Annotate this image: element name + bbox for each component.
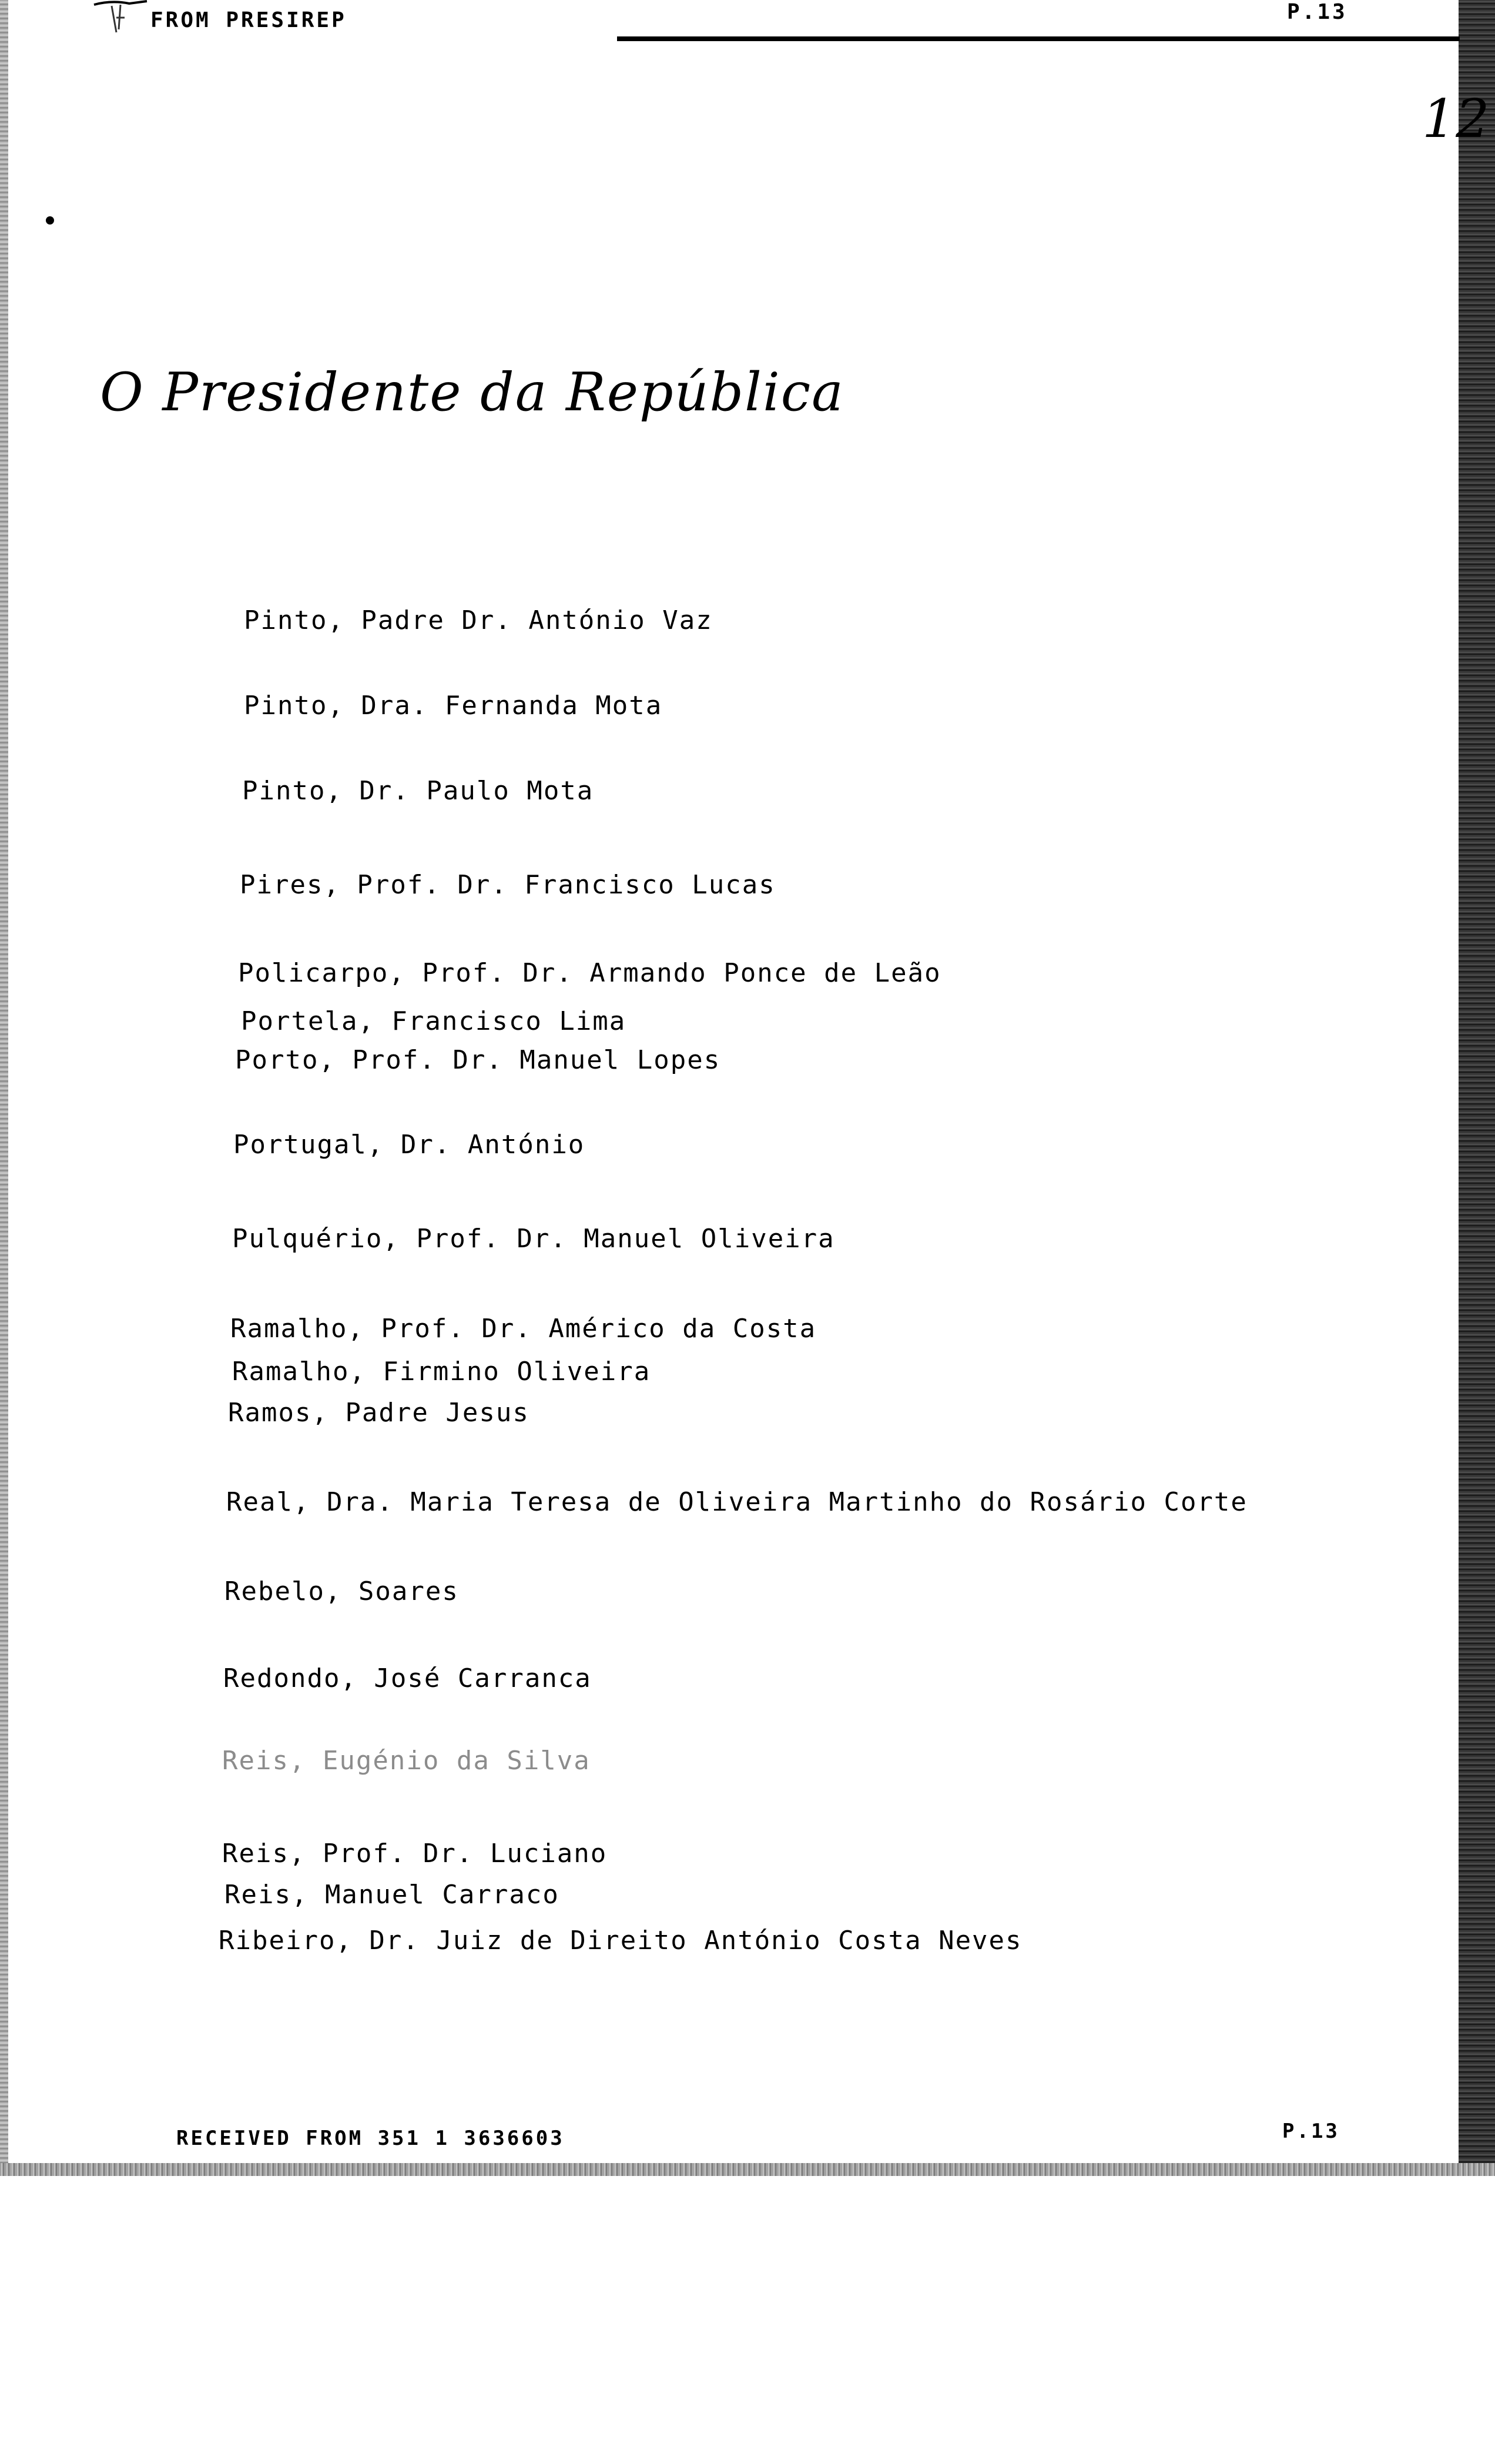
name-entry: Pinto, Dr. Paulo Mota bbox=[242, 776, 594, 806]
name-entry: Reis, Manuel Carraco bbox=[224, 1880, 559, 1910]
fax-header-page: P.13 bbox=[1287, 0, 1347, 24]
fax-footer-page: P.13 bbox=[1282, 2120, 1340, 2143]
name-entry: Ramos, Padre Jesus bbox=[228, 1398, 529, 1428]
name-entry: Reis, Prof. Dr. Luciano bbox=[222, 1839, 608, 1869]
name-entry: Pulquério, Prof. Dr. Manuel Oliveira bbox=[232, 1224, 835, 1254]
scan-edge-left bbox=[0, 0, 8, 2175]
name-entry: Portugal, Dr. António bbox=[233, 1130, 585, 1160]
name-entry: Reis, Eugénio da Silva bbox=[222, 1746, 591, 1776]
name-entry: Ramalho, Firmino Oliveira bbox=[232, 1357, 651, 1387]
scan-edge-bottom bbox=[0, 2163, 1495, 2176]
name-entry: Portela, Francisco Lima bbox=[241, 1006, 626, 1036]
name-entry: Porto, Prof. Dr. Manuel Lopes bbox=[235, 1045, 721, 1075]
header-rule bbox=[617, 36, 1460, 41]
name-entry: Policarpo, Prof. Dr. Armando Ponce de Leão bbox=[238, 958, 941, 988]
name-entry: Ribeiro, Dr. Juiz de Direito António Costa Neves bbox=[219, 1926, 1023, 1956]
scan-edge-right bbox=[1459, 0, 1495, 2175]
name-entry: Pinto, Padre Dr. António Vaz bbox=[244, 605, 713, 635]
name-entry: Ramalho, Prof. Dr. Américo da Costa bbox=[230, 1314, 817, 1344]
scan-speck bbox=[46, 216, 54, 225]
name-entry: Redondo, José Carranca bbox=[223, 1663, 592, 1693]
name-entry: Pinto, Dra. Fernanda Mota bbox=[244, 691, 663, 721]
name-entry: Real, Dra. Maria Teresa de Oliveira Martinho do Rosário Corte bbox=[226, 1487, 1248, 1517]
fax-header-from: FROM PRESIREP bbox=[150, 8, 347, 32]
handwritten-page-number: 12 bbox=[1422, 88, 1490, 150]
name-entry: Rebelo, Soares bbox=[224, 1576, 459, 1606]
name-entry: Pires, Prof. Dr. Francisco Lucas bbox=[240, 870, 776, 900]
crest-icon bbox=[88, 0, 153, 35]
letterhead-title: O Presidente da República bbox=[100, 361, 844, 423]
fax-footer-received: RECEIVED FROM 351 1 3636603 bbox=[176, 2127, 565, 2150]
